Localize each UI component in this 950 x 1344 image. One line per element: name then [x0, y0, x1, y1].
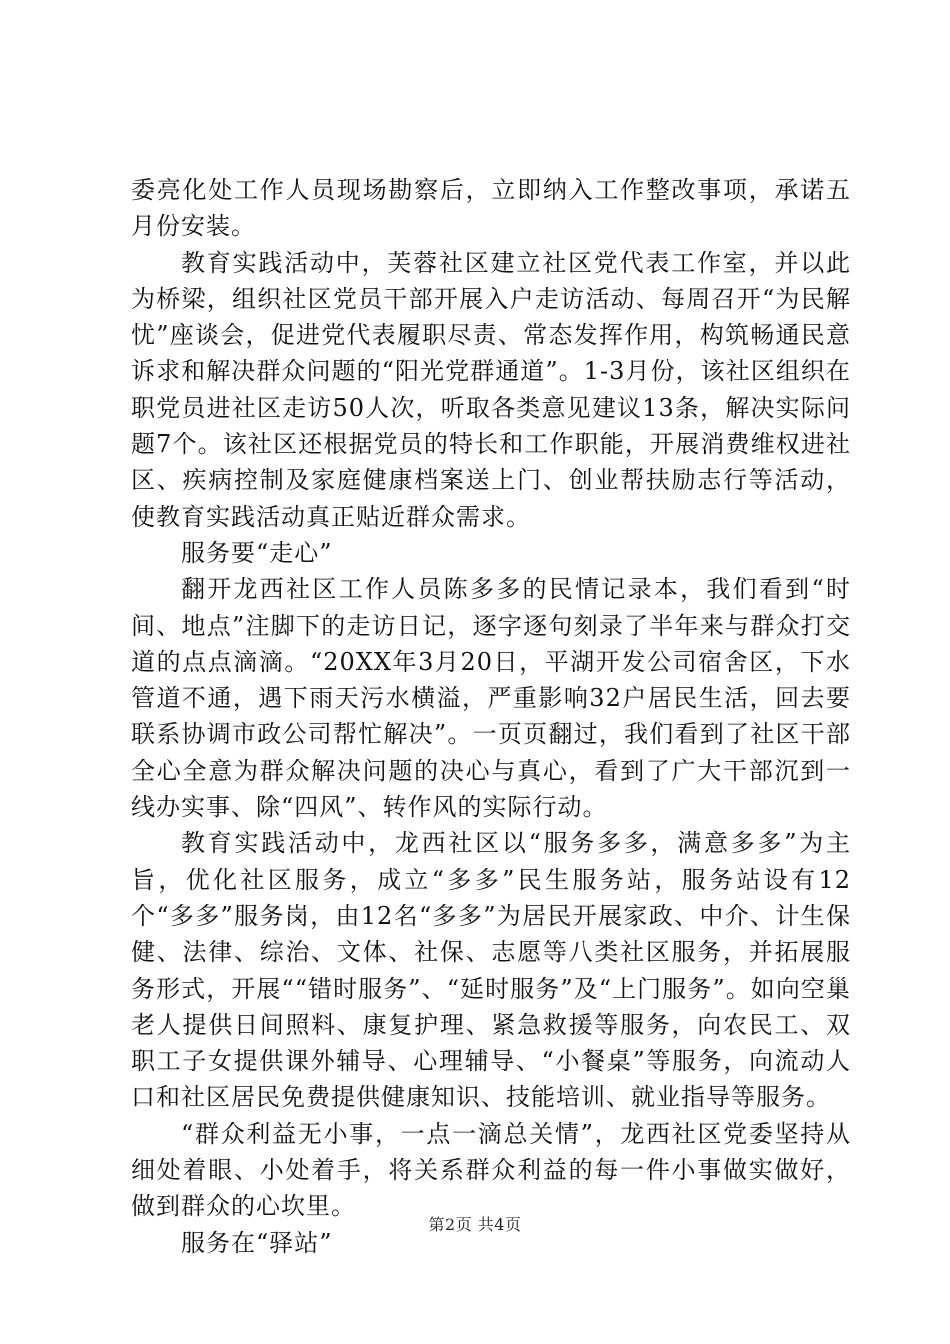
paragraph: “群众利益无小事，一点一滴总关情”，龙西社区党委坚持从细处着眼、小处着手，将关系群众利益的每一件小事做实做好，做到群众的心坎里。	[131, 1119, 851, 1221]
page-number-footer: 第2页 共4页	[428, 1215, 522, 1234]
section-heading: 服务要“走心”	[181, 538, 333, 567]
document-body	[131, 172, 851, 1261]
paragraph: 翻开龙西社区工作人员陈多多的民情记录本，我们看到“时间、地点”注脚下的走访日记，逐字逐句刻录了半年来与群众打交道的点点滴滴。“20XX年3月20日，平湖开发公司宿舍区，下水管道不通，遇下雨天污水横溢，严重影响32户居民生活，回去要联系协调市政公司帮忙解决”。一页页翻过，我们看到了社区干部全心全意为群众解决问题的决心与真心，看到了广大干部沉到一线办实事、除“四风”、转作风的实际行动。	[131, 575, 851, 822]
paragraph: 教育实践活动中，芙蓉社区建立社区党代表工作室，并以此为桥梁，组织社区党员干部开展入户走访活动、每周召开“为民解忧”座谈会，促进党代表履职尽责、常态发挥作用，构筑畅通民意诉求和解决群众问题的“阳光党群通道”。1-3月份，该社区组织在职党员进社区走访50人次，听取各类意见建议13条，解决实际问题7个。该社区还根据党员的特长和工作职能，开展消费维权进社区、疾病控制及家庭健康档案送上门、创业帮扶励志行等活动，使教育实践活动真正贴近群众需求。	[131, 248, 851, 531]
paragraph: 教育实践活动中，龙西社区以“服务多多，满意多多”为主旨，优化社区服务，成立“多多”民生服务站，服务站设有12个“多多”服务岗，由12名“多多”为居民开展家政、中介、计生保健、法律、综治、文体、社保、志愿等八类社区服务，并拓展服务形式，开展““错时服务”、“延时服务”及“上门服务”。如向空巢老人提供日间照料、康复护理、紧急救援等服务，向农民工、双职工子女提供课外辅导、心理辅导、“小餐桌”等服务，向流动人口和社区居民免费提供健康知识、技能培训、就业指导等服务。	[131, 829, 851, 1112]
section-heading: 服务在“驿站”	[181, 1228, 333, 1257]
paragraph: 委亮化处工作人员现场勘察后，立即纳入工作整改事项，承诺五月份安装。	[131, 176, 851, 241]
